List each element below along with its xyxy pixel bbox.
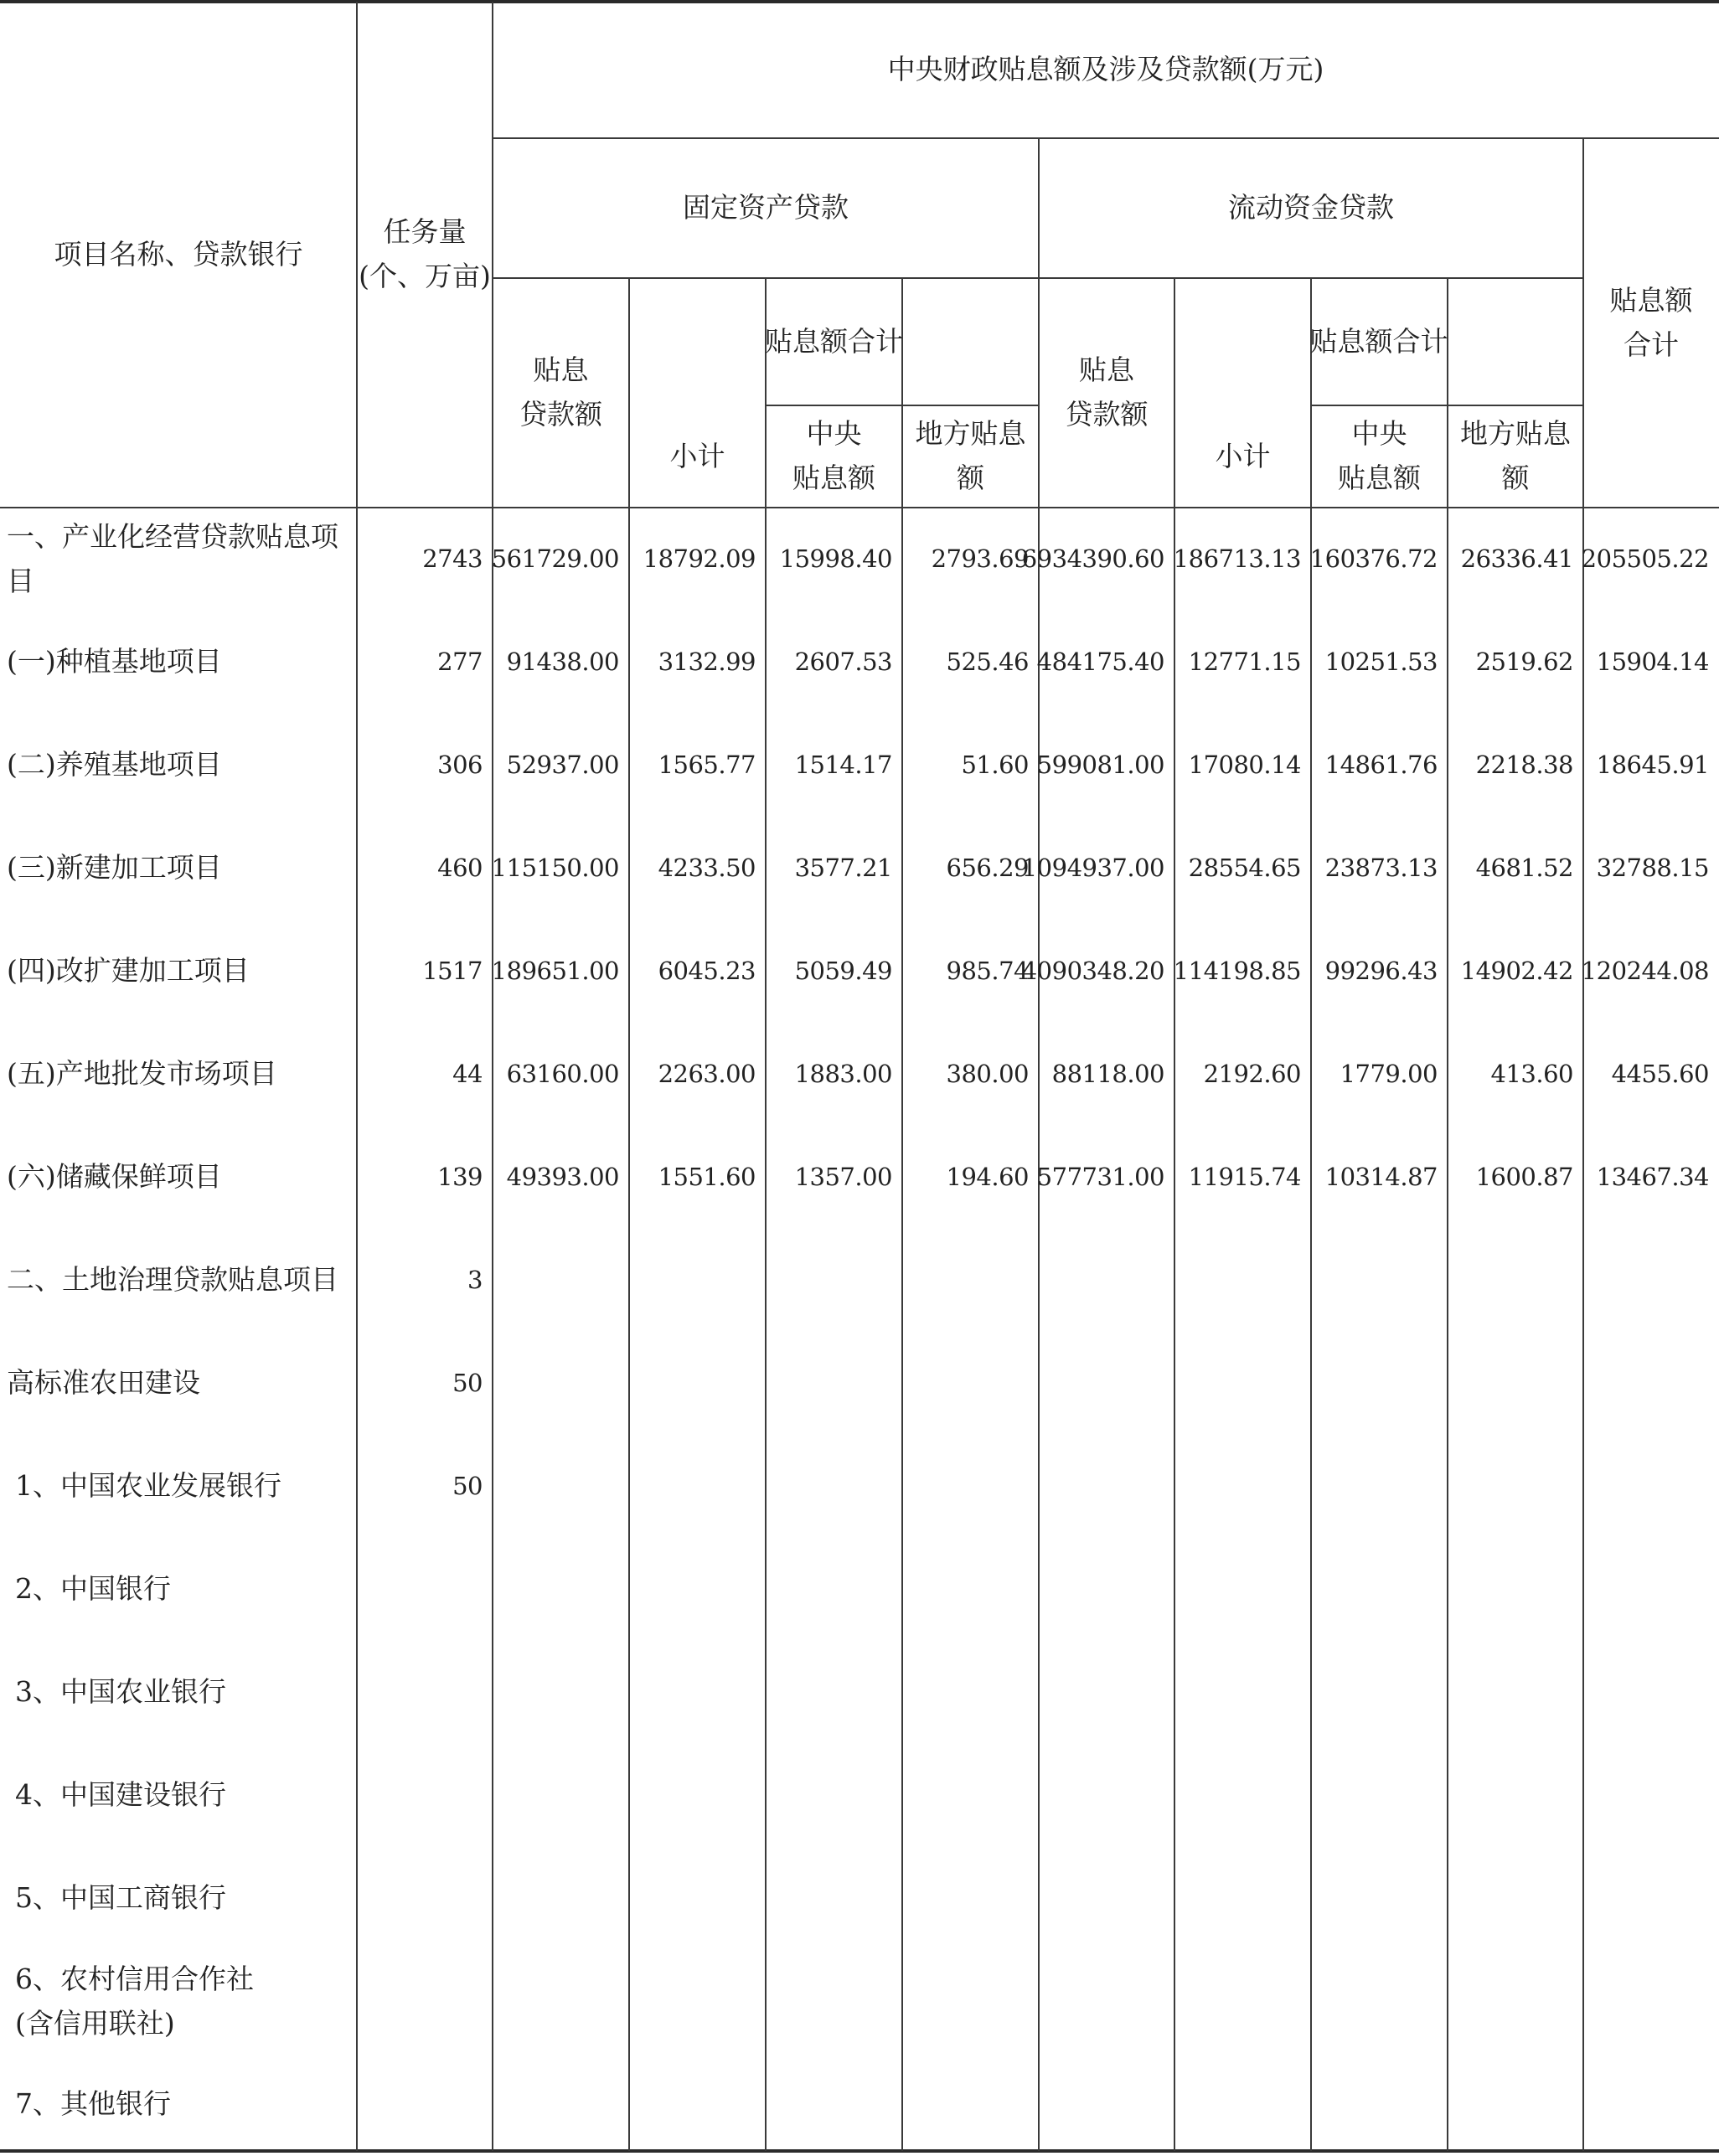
row-value	[766, 1538, 902, 1641]
row-value	[902, 1641, 1039, 1744]
row-value	[629, 1435, 766, 1538]
row-value	[357, 1847, 493, 1950]
row-value: 12771.15	[1188, 647, 1301, 677]
row-value	[1039, 2053, 1174, 2156]
row-value	[629, 1332, 766, 1435]
row-value: 114198.85	[1173, 957, 1301, 986]
row-value: 17080.14	[1188, 750, 1301, 780]
row-value: 4681.52	[1475, 854, 1573, 883]
row-value: 380.00	[946, 1060, 1029, 1089]
row-value: 5059.49	[794, 957, 892, 986]
row-value: 599081.00	[1036, 750, 1164, 780]
row-value: 23873.13	[1324, 854, 1438, 883]
row-value: 14861.76	[1324, 750, 1438, 780]
row-value: 11915.74	[1188, 1163, 1301, 1192]
row-value: 656.29	[946, 854, 1029, 883]
row-value: 3	[467, 1266, 483, 1295]
row-value: 115150.00	[491, 854, 619, 883]
row-value: 88118.00	[1051, 1060, 1164, 1089]
row-value	[1583, 1641, 1719, 1744]
row-value	[629, 1847, 766, 1950]
row-value	[629, 1641, 766, 1744]
row-value: 2519.62	[1475, 647, 1573, 677]
row-value: 577731.00	[1036, 1163, 1164, 1192]
row-value: 1357.00	[794, 1163, 892, 1192]
col-header-task: 任务量 (个、万亩)	[359, 215, 491, 292]
row-value: 63160.00	[506, 1060, 619, 1089]
row-value	[1583, 1950, 1719, 2053]
row-value	[493, 1641, 629, 1744]
row-value	[902, 1950, 1039, 2053]
row-value: 1094937.00	[1021, 854, 1164, 883]
col-header-fixed-local: 地方贴息 额	[915, 417, 1026, 494]
row-value: 120244.08	[1581, 957, 1709, 986]
row-value	[766, 1435, 902, 1538]
row-value: 160376.72	[1309, 544, 1438, 574]
row-value: 484175.40	[1036, 647, 1164, 677]
col-header-working-capital: 流动资金贷款	[1228, 191, 1394, 224]
row-value	[1583, 1847, 1719, 1950]
col-header-working-subtotal: 小计	[1215, 439, 1271, 472]
row-value: 306	[437, 750, 483, 780]
row-value	[1311, 1435, 1448, 1538]
row-value: 1551.60	[658, 1163, 756, 1192]
row-value: 1600.87	[1475, 1163, 1573, 1192]
row-name: 3、中国农业银行	[15, 1675, 226, 1709]
row-value	[493, 1229, 629, 1332]
row-name: (一)种植基地项目	[7, 645, 222, 678]
row-value	[1448, 1744, 1583, 1847]
row-value	[1311, 1744, 1448, 1847]
row-value: 4090348.20	[1021, 957, 1164, 986]
row-value: 26336.41	[1460, 544, 1573, 574]
row-value: 50	[452, 1369, 483, 1398]
row-value	[1448, 1332, 1583, 1435]
row-value	[766, 1847, 902, 1950]
row-value	[1448, 1229, 1583, 1332]
row-name: 1、中国农业发展银行	[15, 1469, 281, 1503]
row-name: 7、其他银行	[15, 2087, 171, 2121]
row-value: 28554.65	[1188, 854, 1301, 883]
row-value: 413.60	[1490, 1060, 1573, 1089]
row-value: 1565.77	[658, 750, 756, 780]
row-value	[1039, 1847, 1174, 1950]
row-value: 139	[437, 1163, 483, 1192]
row-value	[1174, 2053, 1311, 2156]
row-value: 1514.17	[794, 750, 892, 780]
row-value	[902, 1229, 1039, 1332]
row-value	[1174, 1950, 1311, 2053]
col-header-working-subsidy-total: 贴息额合计	[1309, 324, 1448, 358]
row-value: 15904.14	[1596, 647, 1709, 677]
row-value	[1311, 1641, 1448, 1744]
row-value	[1311, 1538, 1448, 1641]
row-value: 18792.09	[643, 544, 756, 574]
row-value	[493, 1950, 629, 2053]
row-value	[1174, 1641, 1311, 1744]
row-value: 1517	[422, 957, 483, 986]
row-value	[1448, 1847, 1583, 1950]
row-value	[1174, 1538, 1311, 1641]
row-value	[1448, 1435, 1583, 1538]
row-value: 13467.34	[1596, 1163, 1709, 1192]
row-name: (三)新建加工项目	[7, 851, 222, 885]
row-value	[902, 1847, 1039, 1950]
row-value	[766, 1332, 902, 1435]
row-value	[1583, 1229, 1719, 1332]
col-header-fixed-subtotal: 小计	[669, 439, 725, 472]
row-value	[493, 1538, 629, 1641]
row-value	[1448, 2053, 1583, 2156]
row-value	[1583, 1744, 1719, 1847]
row-value: 4233.50	[658, 854, 756, 883]
row-value	[1448, 1538, 1583, 1641]
row-value: 3132.99	[658, 647, 756, 677]
row-value: 6045.23	[658, 957, 756, 986]
row-value: 2793.69	[931, 544, 1029, 574]
row-value	[1039, 1435, 1174, 1538]
row-name: (四)改扩建加工项目	[7, 954, 250, 988]
row-value	[357, 1641, 493, 1744]
row-value	[493, 1332, 629, 1435]
row-name: (五)产地批发市场项目	[7, 1057, 277, 1091]
row-value	[493, 2053, 629, 2156]
row-value: 2743	[422, 544, 483, 574]
row-name: 一、产业化经营贷款贴息项目	[7, 519, 338, 597]
row-value: 10314.87	[1324, 1163, 1438, 1192]
col-header-fixed-loan: 贴息 贷款额	[519, 353, 602, 431]
row-value: 277	[437, 647, 483, 677]
row-value	[1311, 1229, 1448, 1332]
row-value: 194.60	[946, 1163, 1029, 1192]
row-value	[493, 1744, 629, 1847]
row-value	[1039, 1950, 1174, 2053]
row-value: 985.74	[946, 957, 1029, 986]
col-header-fixed-asset: 固定资产贷款	[683, 191, 849, 224]
col-header-name: 项目名称、贷款银行	[54, 237, 303, 271]
col-header-working-loan: 贴息 贷款额	[1065, 353, 1149, 431]
row-value	[1311, 1847, 1448, 1950]
col-header-total: 贴息额 合计	[1609, 283, 1693, 361]
row-value	[1448, 1950, 1583, 2053]
row-value	[902, 1435, 1039, 1538]
row-value	[1583, 1435, 1719, 1538]
row-value	[902, 1744, 1039, 1847]
row-value	[902, 1538, 1039, 1641]
row-value: 91438.00	[506, 647, 619, 677]
row-value: 460	[437, 854, 483, 883]
col-header-working-central: 中央 贴息额	[1338, 417, 1421, 494]
row-value: 18645.91	[1596, 750, 1709, 780]
row-value	[1311, 1332, 1448, 1435]
row-value	[1311, 2053, 1448, 2156]
row-value	[1174, 1435, 1311, 1538]
row-name: 6、农村信用合作社 (含信用联社)	[15, 1962, 254, 2040]
row-name: (六)储藏保鲜项目	[7, 1160, 222, 1194]
row-value: 14902.42	[1460, 957, 1573, 986]
row-value	[766, 1950, 902, 2053]
row-value	[1583, 2053, 1719, 2156]
row-value	[1583, 1538, 1719, 1641]
row-value: 99296.43	[1324, 957, 1438, 986]
row-name: 2、中国银行	[15, 1572, 171, 1606]
row-value	[1039, 1229, 1174, 1332]
row-name: 二、土地治理贷款贴息项目	[7, 1263, 338, 1297]
row-value	[493, 1847, 629, 1950]
row-value: 2218.38	[1475, 750, 1573, 780]
row-value	[357, 1538, 493, 1641]
row-value: 561729.00	[491, 544, 619, 574]
row-value	[1448, 1641, 1583, 1744]
row-value	[902, 1332, 1039, 1435]
row-value: 205505.22	[1581, 544, 1709, 574]
row-value	[766, 1744, 902, 1847]
row-value	[629, 2053, 766, 2156]
row-value: 15998.40	[779, 544, 892, 574]
col-header-fixed-subsidy-total: 贴息额合计	[765, 324, 903, 358]
row-value	[357, 2053, 493, 2156]
row-value	[902, 2053, 1039, 2156]
col-header-central-subsidy: 中央财政贴息额及涉及贷款额(万元)	[887, 53, 1324, 86]
row-value: 49393.00	[506, 1163, 619, 1192]
col-header-working-local: 地方贴息 额	[1460, 417, 1571, 494]
row-value: 2263.00	[658, 1060, 756, 1089]
row-value: 50	[452, 1472, 483, 1501]
row-value	[629, 1538, 766, 1641]
row-value: 4455.60	[1611, 1060, 1709, 1089]
row-value	[1174, 1744, 1311, 1847]
row-value: 52937.00	[506, 750, 619, 780]
row-value	[1174, 1332, 1311, 1435]
row-value	[1311, 1950, 1448, 2053]
row-name: 高标准农田建设	[7, 1366, 200, 1400]
row-value: 186713.13	[1173, 544, 1301, 574]
row-value	[357, 1950, 493, 2053]
row-value: 189651.00	[491, 957, 619, 986]
row-value	[629, 1229, 766, 1332]
col-header-fixed-central: 中央 贴息额	[792, 417, 875, 494]
row-value: 2192.60	[1203, 1060, 1301, 1089]
row-value: 44	[452, 1060, 483, 1089]
row-value	[1174, 1229, 1311, 1332]
row-value: 1779.00	[1340, 1060, 1438, 1089]
row-value: 1883.00	[794, 1060, 892, 1089]
row-value	[1039, 1332, 1174, 1435]
row-value	[1039, 1538, 1174, 1641]
row-value	[357, 1744, 493, 1847]
row-value	[1174, 1847, 1311, 1950]
row-name: 4、中国建设银行	[15, 1778, 226, 1812]
row-value: 32788.15	[1596, 854, 1709, 883]
row-value	[1583, 1332, 1719, 1435]
row-value	[766, 2053, 902, 2156]
row-value	[629, 1744, 766, 1847]
row-value	[1039, 1744, 1174, 1847]
row-value: 6934390.60	[1021, 544, 1164, 574]
row-value: 3577.21	[794, 854, 892, 883]
row-value	[766, 1229, 902, 1332]
row-name: (二)养殖基地项目	[7, 748, 222, 781]
row-name: 5、中国工商银行	[15, 1881, 226, 1915]
row-value: 10251.53	[1324, 647, 1438, 677]
row-value	[766, 1641, 902, 1744]
row-value: 525.46	[946, 647, 1029, 677]
row-value: 2607.53	[794, 647, 892, 677]
row-value	[1039, 1641, 1174, 1744]
row-value: 51.60	[961, 750, 1029, 780]
row-value	[493, 1435, 629, 1538]
row-value	[629, 1950, 766, 2053]
